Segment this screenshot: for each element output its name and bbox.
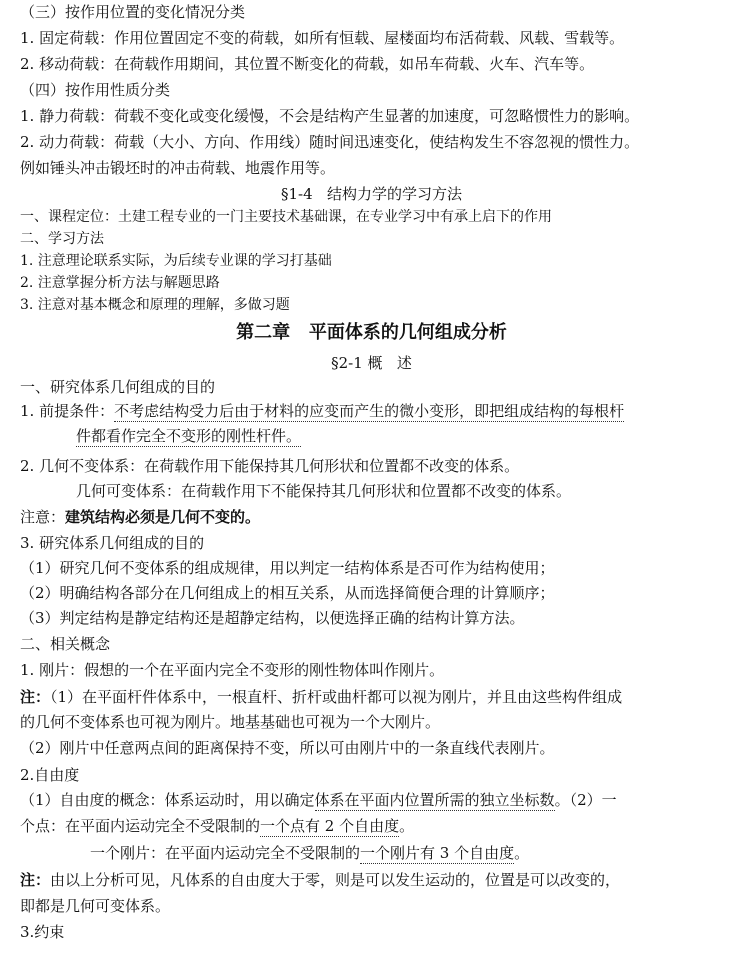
- text-run: 个点：在平面内运动完全不受限制的: [20, 817, 261, 835]
- emphasis-dotted-text: 不考虑结构受力后由于材料的应变而产生的微小变形，即把组成结构的每根杆: [114, 402, 625, 420]
- emphasis-dotted-text: 一个刚片有 3 个自由度: [360, 844, 515, 862]
- section-heading: [20, 79, 170, 101]
- text-run: 二、学习方法: [20, 231, 104, 247]
- text-run: 注意：: [20, 508, 66, 526]
- text-run: （2）刚片中任意两点间的距离保持不变，所以可由刚片中的一条直线代表刚片。: [20, 739, 555, 757]
- section-heading: [20, 376, 215, 398]
- paragraph-line: [20, 53, 594, 75]
- text-run: 1. 注意理论联系实际，为后续专业课的学习打基础: [20, 253, 332, 269]
- list-item: [20, 607, 525, 629]
- chapter-title: [0, 320, 743, 346]
- text-run: 由以上分析可见，凡体系的自由度大于零，则是可以发生运动的，位置是可以改变的，: [50, 871, 621, 889]
- list-item: [20, 294, 290, 316]
- section-title: [0, 183, 743, 205]
- paragraph-line: [20, 455, 519, 477]
- text-run: 。: [514, 844, 530, 862]
- text-run: （四）按作用性质分类: [20, 81, 171, 99]
- text-run: 。（2）一: [554, 791, 617, 809]
- text-run: 2. 几何不变体系：在荷载作用下能保持其几何形状和位置都不改变的体系。: [20, 457, 520, 475]
- text-run: 几何可变体系：在荷载作用下不能保持其几何形状和位置都不改变的体系。: [76, 482, 572, 500]
- text-run: 3.约束: [20, 923, 65, 941]
- text-run: 第二章 平面体系的几何组成分析: [236, 322, 507, 343]
- emphasis-dotted-text: 体系在平面内位置所需的独立坐标数: [314, 791, 555, 809]
- text-run: §2-1 概 述: [331, 354, 412, 372]
- paragraph-line: [90, 842, 529, 864]
- section-heading: [20, 228, 104, 250]
- text-run: 3. 注意对基本概念和原理的理解，多做习题: [20, 297, 290, 313]
- list-item: [20, 272, 220, 294]
- paragraph-line: [20, 895, 170, 917]
- list-item: [20, 557, 555, 579]
- list-item: [20, 582, 555, 604]
- text-run: （1）研究几何不变体系的组成规律，用以判定一结构体系是否可作为结构使用；: [20, 559, 555, 577]
- note-line: [20, 869, 620, 891]
- text-run: 1. 固定荷载：作用位置固定不变的荷载，如所有恒载、屋楼面均布活荷载、风载、雪载等。: [20, 29, 625, 47]
- paragraph-line: [20, 789, 617, 811]
- text-run: （3）判定结构是静定结构还是超静定结构，以便选择正确的结构计算方法。: [20, 609, 525, 627]
- section-heading: [20, 532, 204, 554]
- section-heading: [20, 1, 245, 23]
- text-run: 2. 注意掌握分析方法与解题思路: [20, 275, 220, 291]
- section-title: [0, 352, 743, 374]
- text-run: §1-4 结构力学的学习方法: [281, 185, 462, 203]
- bold-text: 注：: [20, 871, 51, 889]
- paragraph-line: [20, 105, 639, 127]
- text-run: 一、课程定位：土建工程专业的一门主要技术基础课，在专业学习中有承上启下的作用: [20, 209, 552, 225]
- note-line: [20, 686, 622, 708]
- paragraph-line: [20, 157, 335, 179]
- text-run: 1. 刚片：假想的一个在平面内完全不变形的刚性物体叫作刚片。: [20, 661, 445, 679]
- text-run: 例如锤头冲击锻坯时的冲击荷载、地震作用等。: [20, 159, 336, 177]
- emphasis-dotted-text: 件都看作完全不变形的刚性杆件。: [76, 427, 302, 445]
- paragraph-line: [20, 711, 440, 733]
- text-run: 即都是几何可变体系。: [20, 897, 171, 915]
- paragraph-line: [20, 400, 624, 422]
- text-run: 2.自由度: [20, 766, 80, 784]
- note-line: [20, 506, 260, 528]
- list-item: [20, 250, 332, 272]
- text-run: 1. 静力荷载：荷载不变化或变化缓慢，不会是结构产生显著的加速度，可忽略惯性力的影响。: [20, 107, 640, 125]
- text-run: 2. 移动荷载：在荷载作用期间，其位置不断变化的荷载，如吊车荷载、火车、汽车等。: [20, 55, 595, 73]
- paragraph-line: [76, 480, 571, 502]
- bold-text: 注：: [20, 688, 51, 706]
- paragraph-line: [20, 659, 444, 681]
- paragraph-line: [20, 27, 624, 49]
- text-run: 2. 动力荷载：荷载（大小、方向、作用线）随时间迅速变化，使结构发生不容忽视的惯性力。: [20, 133, 640, 151]
- emphasis-dotted-text: 一个点有 2 个自由度: [260, 817, 400, 835]
- text-run: 的几何不变体系也可视为刚片。地基基础也可视为一个大刚片。: [20, 713, 441, 731]
- text-run: 3. 研究体系几何组成的目的: [20, 534, 205, 552]
- bold-text: 建筑结构必须是几何不变的。: [65, 508, 261, 526]
- text-run: 一个刚片：在平面内运动完全不受限制的: [90, 844, 361, 862]
- text-run: （2）明确结构各部分在几何组成上的相互关系，从而选择简便合理的计算顺序；: [20, 584, 555, 602]
- text-run: （1）在平面杆件体系中，一根直杆、折杆或曲杆都可以视为刚片，并且由这些构件组成: [50, 688, 623, 706]
- text-run: 。: [399, 817, 415, 835]
- text-run: （三）按作用位置的变化情况分类: [20, 3, 246, 21]
- section-heading: [20, 633, 110, 655]
- paragraph-line: [20, 131, 639, 153]
- text-run: （1）自由度的概念：体系运动时，用以确定: [20, 791, 315, 809]
- section-heading: [20, 921, 64, 943]
- paragraph-line: [76, 425, 301, 447]
- text-run: 二、相关概念: [20, 635, 111, 653]
- paragraph-line: [20, 815, 414, 837]
- paragraph-line: [20, 206, 552, 228]
- text-run: 一、研究体系几何组成的目的: [20, 378, 216, 396]
- text-run: 1. 前提条件：: [20, 402, 115, 420]
- section-heading: [20, 764, 79, 786]
- paragraph-line: [20, 737, 555, 759]
